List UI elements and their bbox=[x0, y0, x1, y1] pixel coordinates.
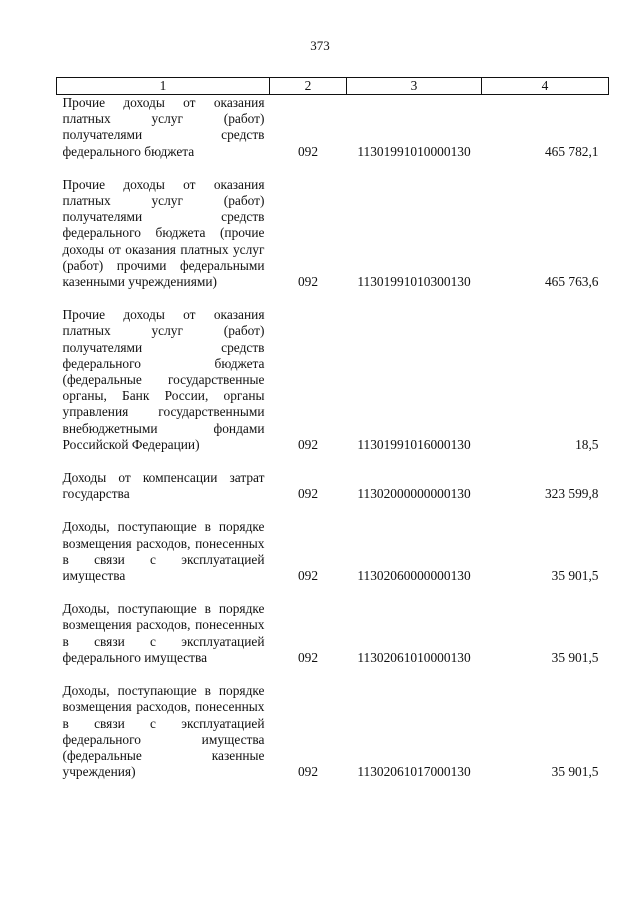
revenue-amount: 465 782,1 bbox=[544, 143, 599, 159]
budget-classification-code: 11302060000000130 bbox=[357, 568, 471, 584]
revenue-name: Доходы от компенсации затрат государства bbox=[62, 470, 265, 502]
revenue-name: Доходы, поступающие в порядке возмещения расходов, понесенных в связи с эксплуатацией федерального имущества (федеральные казенные учреждения) bbox=[62, 683, 265, 780]
administrator-code: 092 bbox=[297, 486, 319, 502]
revenue-name: Доходы, поступающие в порядке возмещения расходов, понесенных в связи с эксплуатацией федерального имущества bbox=[62, 601, 265, 665]
revenue-amount: 323 599,8 bbox=[544, 486, 599, 502]
table-row bbox=[57, 95, 609, 160]
budget-classification-code: 11302061017000130 bbox=[357, 764, 471, 780]
administrator-code: 092 bbox=[297, 649, 319, 665]
budget-classification-code: 11302061010000130 bbox=[357, 649, 471, 665]
revenue-name: Прочие доходы от оказания платных услуг (работ) получателями средств федерального бюджета (федеральные государственные органы, Банк России, органы управления государственными внебюджетными фондами Российской Федерации) bbox=[62, 307, 265, 452]
column-number-header-row bbox=[57, 78, 609, 95]
header-col-3: 3 bbox=[347, 78, 482, 95]
administrator-code: 092 bbox=[297, 143, 319, 159]
revenue-name: Прочие доходы от оказания платных услуг (работ) получателями средств федерального бюджета (прочие доходы от оказания платных услуг (работ) прочими федеральными казенными учреждениями) bbox=[62, 176, 265, 290]
table-row bbox=[57, 453, 609, 502]
budget-classification-code: 11301991010000130 bbox=[357, 143, 471, 159]
header-col-2: 2 bbox=[270, 78, 347, 95]
revenue-amount: 18,5 bbox=[575, 436, 599, 452]
administrator-code: 092 bbox=[297, 568, 319, 584]
table-row bbox=[57, 584, 609, 666]
page-number: 373 bbox=[310, 38, 330, 53]
budget-classification-code: 11301991010300130 bbox=[357, 274, 471, 290]
revenue-amount: 465 763,6 bbox=[544, 274, 599, 290]
administrator-code: 092 bbox=[297, 436, 319, 452]
revenue-amount: 35 901,5 bbox=[551, 764, 599, 780]
revenue-amount: 35 901,5 bbox=[551, 649, 599, 665]
table-row bbox=[57, 290, 609, 453]
budget-revenue-table bbox=[56, 77, 609, 780]
table-row bbox=[57, 160, 609, 290]
header-col-4: 4 bbox=[482, 78, 609, 95]
administrator-code: 092 bbox=[297, 764, 319, 780]
header-col-1: 1 bbox=[57, 78, 270, 95]
revenue-name: Доходы, поступающие в порядке возмещения расходов, понесенных в связи с эксплуатацией имущества bbox=[62, 519, 265, 584]
administrator-code: 092 bbox=[297, 274, 319, 290]
table-row bbox=[57, 502, 609, 584]
revenue-amount: 35 901,5 bbox=[551, 568, 599, 584]
budget-classification-code: 11301991016000130 bbox=[357, 436, 471, 452]
budget-classification-code: 11302000000000130 bbox=[357, 486, 471, 502]
revenue-name: Прочие доходы от оказания платных услуг (работ) получателями средств федерального бюджета bbox=[62, 95, 265, 159]
table-row bbox=[57, 666, 609, 780]
